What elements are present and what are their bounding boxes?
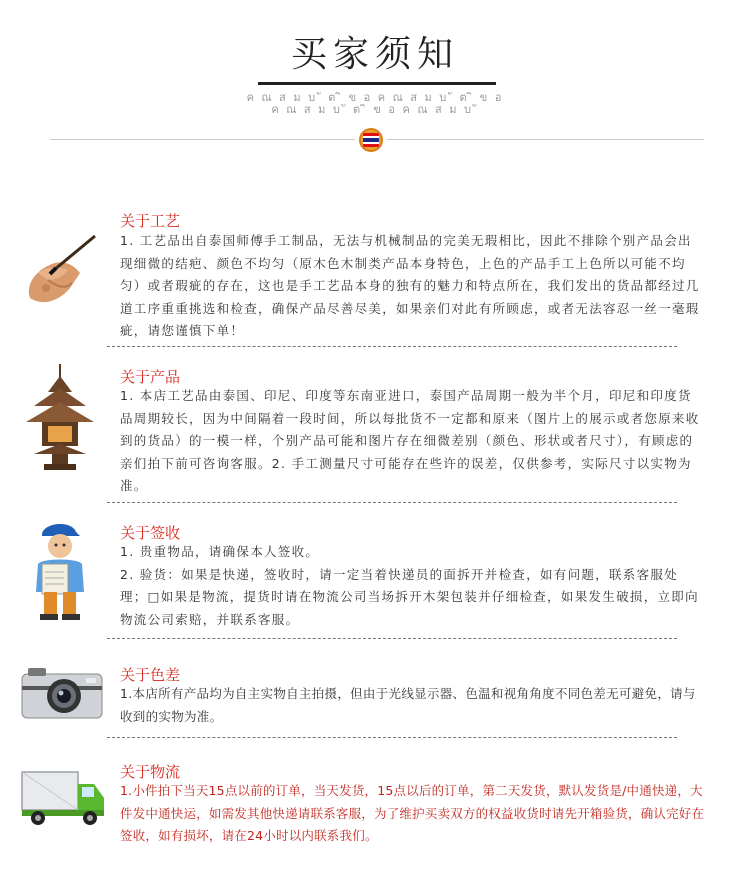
section-title: 关于签收 [120,524,181,542]
delivery-man-icon [20,518,100,623]
pagoda-lamp-icon [20,362,100,472]
section-title: 关于色差 [120,666,181,684]
subtitle-line-2: ค ณ ส ม บ ั ต ิ ข อ ค ณ ส ม บ ั [271,103,479,116]
pen-hand-icon [20,228,100,318]
section-divider [107,638,677,639]
section-body: 1.小件拍下当天15点以前的订单，当天发货，15点以后的订单，第二天发货，默认发货是/中通快递，大件发中通快运，如需发其他快递请联系客服，为了维护买卖双方的权益收货时请先开箱验货，确认完好在签收，如有损坏，请在24小时以内联系我们。 [120,783,705,843]
delivery-truck-icon [20,768,106,830]
section-body [120,541,705,631]
body-line: 2. 验货：如果是快递，签收时，请一定当着快递员的面拆开并检查，如有问题，联系客服处理；□如果是物流，提货时请在物流公司当场拆开木架包装并仔细检查，如果发生破损，立即向物流公司索赔，并联系客服。 [120,566,699,627]
camera-icon [20,664,104,720]
section-body: 1. 工艺品出自泰国师傅手工制品，无法与机械制品的完美无瑕相比，因此不排除个别产品会出现细微的结疤、颜色不均匀（原木色木制类产品本身特色，上色的产品手工上色所以可能不均匀）或者瑕疵的存在，这也是手工艺品本身的独有的魅力和特点所在，我们发出的货品都经过几道工序重重挑选和检查，确保产品尽善尽美，如果亲们对此有所顾虑，或者无法容忍一丝一毫瑕疵，请您谨慎下单！ [120,233,700,338]
section-body: 1. 本店工艺品由泰国、印尼、印度等东南亚进口，泰国产品周期一般为半个月，印尼和印度货品周期较长，因为中间隔着一段时间，所以每批货不一定都和原来（图片上的展示或者您原来收到的货品）的一模一样，个别产品可能和图片存在细微差别（颜色、形状或者尺寸），有顾虑的亲们拍下前可咨询客服。2. 手工测量尺寸可能存在些许的误差，仅供参考，实际尺寸以实物为准。 [120,388,700,493]
thai-flag-icon [359,128,383,152]
section-body: 1.本店所有产品均为自主实物自主拍摄，但由于光线显示器、色温和视角角度不同色差无可避免，请与收到的实物为准。 [120,686,696,724]
section-divider [107,502,677,503]
divider-right [387,139,704,140]
section-title: 关于工艺 [120,212,181,230]
page-header [0,0,750,170]
page-title: 买家须知 [290,34,459,75]
body-line: 1. 贵重物品，请确保本人签收。 [120,544,320,559]
section-title: 关于产品 [120,368,181,386]
subtitle-line-1: ค ณ ส ม บ ั ต ิ ข อ ค ณ ส ม บ ั ต ิ ข อ [246,91,504,104]
section-divider [107,737,677,738]
divider-left [50,139,355,140]
section-divider [107,346,677,347]
title-underline [258,82,496,85]
section-title: 关于物流 [120,763,181,781]
